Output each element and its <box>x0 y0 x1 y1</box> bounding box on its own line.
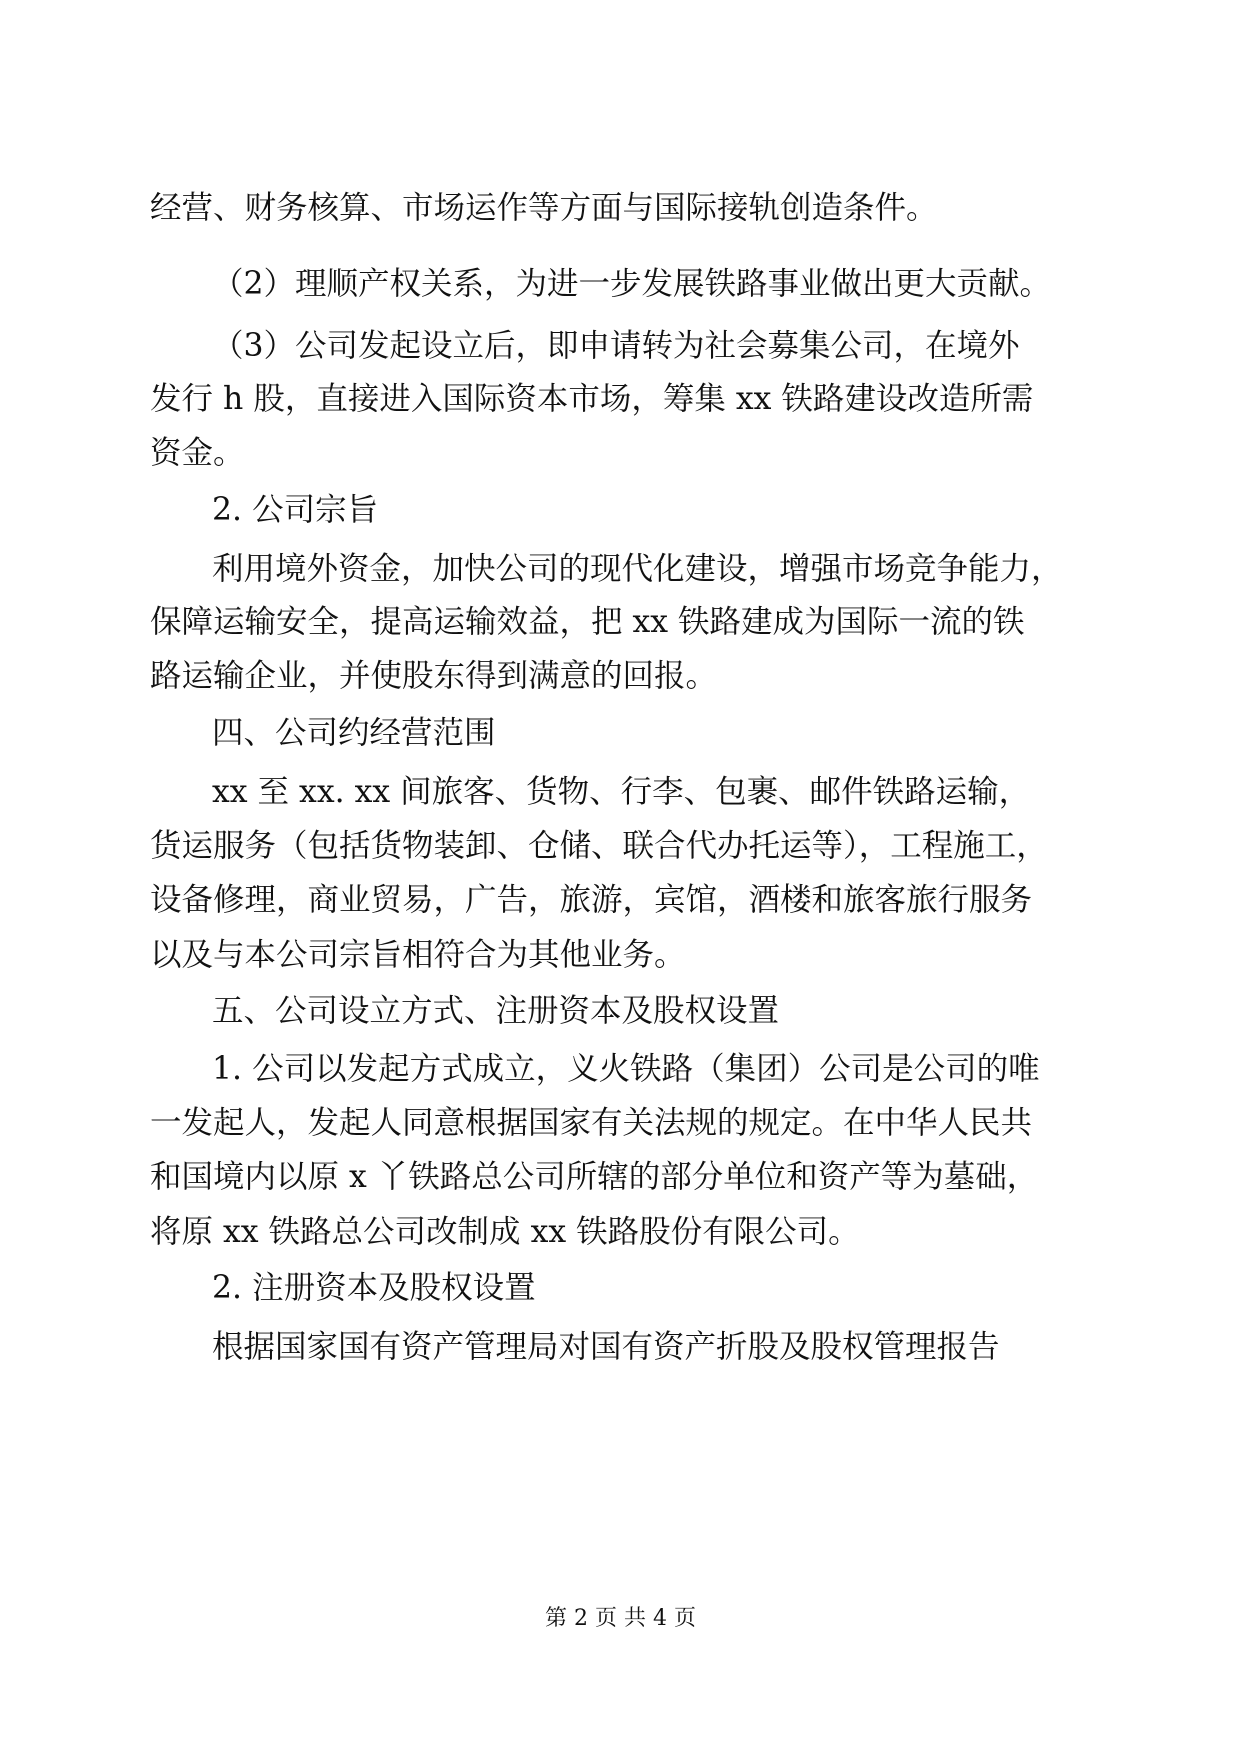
text-line-12: 货运服务（包括货物装卸、仓储、联合代办托运等），工程施工， <box>150 828 1048 864</box>
text-line-4: 发行 h 股，直接进入国际资本市场，筹集 xx 铁路建设改造所需 <box>150 381 1034 417</box>
section-heading-capital: 2. 注册资本及股权设置 <box>212 1270 536 1306</box>
text-line-21: 根据国家国有资产管理局对国有资产折股及股权管理报告 <box>212 1329 1000 1365</box>
section-heading-purpose: 2. 公司宗旨 <box>212 492 379 528</box>
text-line-8: 保障运输安全，提高运输效益，把 xx 铁路建成为国际一流的铁 <box>150 604 1025 640</box>
text-line-2: （2）理顺产权关系，为进一步发展铁路事业做出更大贡献。 <box>212 266 1052 302</box>
text-line-13: 设备修理，商业贸易，广告，旅游，宾馆，酒楼和旅客旅行服务 <box>150 882 1033 918</box>
section-heading-scope: 四、公司约经营范围 <box>212 715 496 751</box>
section-heading-establishment: 五、公司设立方式、注册资本及股权设置 <box>212 993 780 1029</box>
text-line-1: 经营、财务核算、市场运作等方面与国际接轨创造条件。 <box>150 190 938 226</box>
text-line-3: （3）公司发起设立后，即申请转为社会募集公司，在境外 <box>212 328 1020 364</box>
text-line-17: 一发起人，发起人同意根据国家有关法规的规定。在中华人民共 <box>150 1105 1033 1141</box>
text-line-5: 资金。 <box>150 435 245 471</box>
text-line-9: 路运输企业，并使股东得到满意的回报。 <box>150 658 718 694</box>
text-line-16: 1. 公司以发起方式成立，义火铁路（集团）公司是公司的唯 <box>212 1051 1040 1087</box>
text-line-19: 将原 xx 铁路总公司改制成 xx 铁路股份有限公司。 <box>150 1214 860 1250</box>
text-line-7: 利用境外资金，加快公司的现代化建设，增强市场竞争能力， <box>212 551 1063 587</box>
text-line-14: 以及与本公司宗旨相符合为其他业务。 <box>150 937 686 973</box>
text-line-18: 和国境内以原 x 丫铁路总公司所辖的部分单位和资产等为墓础， <box>150 1159 1039 1195</box>
text-line-11: xx 至 xx. xx 间旅客、货物、行李、包裹、邮件铁路运输， <box>212 774 1031 810</box>
page-footer: 第 2 页 共 4 页 <box>545 1606 696 1631</box>
